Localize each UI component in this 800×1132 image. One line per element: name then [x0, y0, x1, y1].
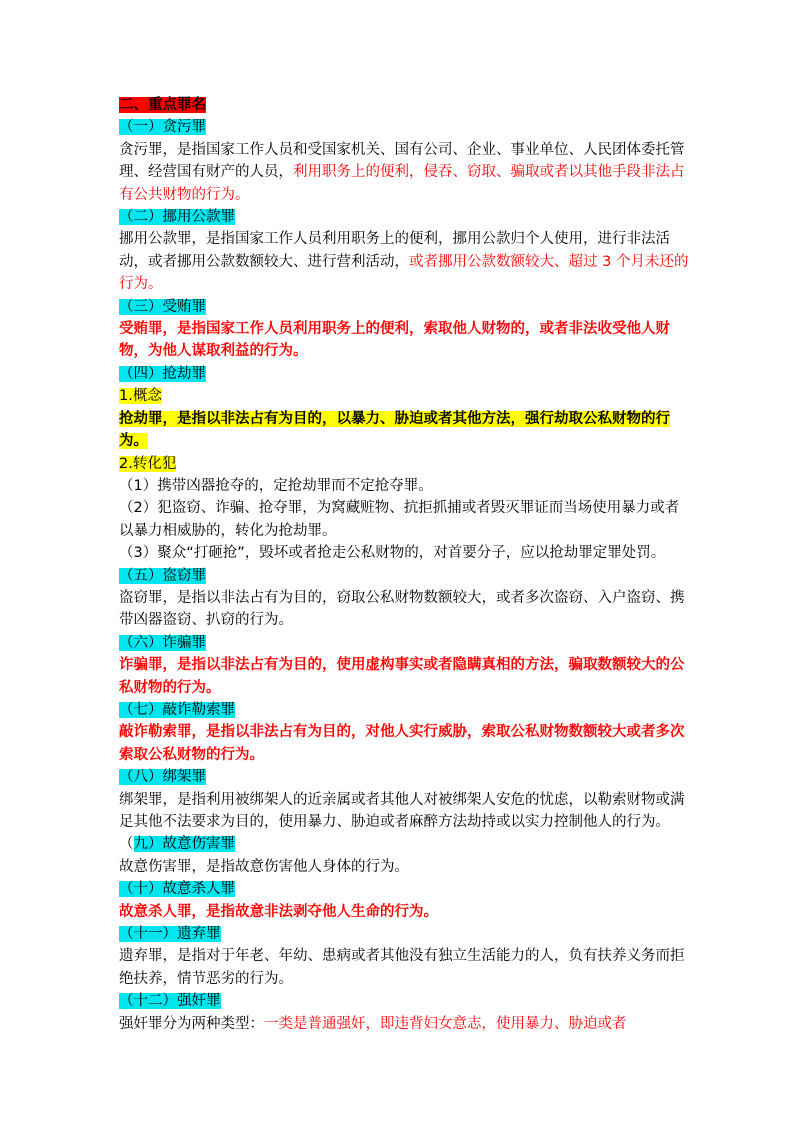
paragraph-robbery-concept [119, 408, 690, 453]
list-item: （1）携带凶器抢夺的，定抢劫罪而不定抢夺罪。 [119, 477, 433, 494]
subheading-line [119, 453, 690, 475]
list-item: （3）聚众“打砸抢”，毁坏或者抢走公私财物的，对首要分子，应以抢劫罪定罪处罚。 [119, 545, 666, 562]
heading-embezzlement: （一）贪污罪 [119, 119, 206, 136]
heading-homicide: （十）故意杀人罪 [119, 881, 235, 898]
heading-abandonment: （十一）遗弃罪 [119, 926, 221, 943]
section-title: 二、重点罪名 [119, 97, 206, 113]
heading-line [119, 699, 690, 721]
paragraph-misappropriation [119, 228, 690, 295]
heading-line [119, 878, 690, 900]
heading-fraud: （六）诈骗罪 [119, 634, 206, 651]
heading-line [119, 116, 690, 138]
heading-line [119, 833, 690, 855]
subheading-concept: 1.概念 [119, 388, 162, 405]
heading-intentional-injury: 九）故意伤害罪 [133, 836, 235, 853]
paragraph-abandonment: 遗弃罪，是指对于年老、年幼、患病或者其他没有独立生活能力的人，负有扶养义务而拒绝扶养，情节恶劣的行为。 [119, 948, 685, 987]
subheading-transformation: 2.转化犯 [119, 455, 177, 472]
text-red: 或者挪用公款数额较大、超过 3 个月未还的行为。 [119, 253, 689, 293]
heading-line [119, 363, 690, 385]
heading-misappropriation: （二）挪用公款罪 [119, 209, 235, 226]
paragraph-theft: 盗窃罪，是指以非法占有为目的，窃取公私财物数额较大，或者多次盗窃、入户盗窃、携带凶器盗窃、扒窃的行为。 [119, 589, 685, 629]
heading-line [119, 632, 690, 654]
subheading-line [119, 385, 690, 407]
text-black: 强奸罪分为两种类型： [119, 1015, 264, 1032]
paragraph-rape [119, 1013, 690, 1035]
section-title-line [119, 94, 690, 116]
heading-line [119, 990, 690, 1012]
paragraph-kidnapping: 绑架罪，是指利用被绑架人的近亲属或者其他人对被绑架人安危的忧虑，以勒索财物或满足其他不法要求为目的，使用暴力、胁迫或者麻醉方法劫持或以实力控制他人的行为。 [119, 791, 685, 830]
heading-rape: （十二）强奸罪 [119, 993, 221, 1010]
list-item: （2）犯盗窃、诈骗、抢夺罪，为窝藏赃物、抗拒抓捕或者毁灭罪证而当场使用暴力或者以暴力相威胁的，转化为抢劫罪。 [119, 500, 680, 539]
heading-kidnapping: （八）绑架罪 [119, 769, 206, 786]
heading-line [119, 296, 690, 318]
text-red: 一类是普通强奸，即违背妇女意志，使用暴力、胁迫或者 [264, 1015, 627, 1032]
heading-line [119, 766, 690, 788]
paragraph-extortion: 敲诈勒索罪，是指以非法占有为目的，对他人实行威胁，索取公私财物数额较大或者多次索取公私财物的行为。 [119, 724, 685, 763]
heading-robbery: （四）抢劫罪 [119, 365, 206, 382]
text-red: 利用职务上的便利，侵吞、窃取、骗取或者以其他手段非法占有公共财物的行为。 [119, 164, 685, 203]
text-black: 贪污罪，是指国家工作人员和受国家机关、国有公司、企业、事业单位、人民团体委托管理、经营国有财产的人员， [119, 141, 685, 181]
heading-theft: （五）盗窃罪 [119, 567, 206, 584]
heading-line [119, 206, 690, 228]
text-black: 挪用公款罪，是指国家工作人员利用职务上的便利，挪用公款归个人使用，进行非法活动，或者挪用公款数额较大、进行营利活动， [119, 231, 670, 270]
heading-line [119, 923, 690, 945]
heading-extortion: （七）敲诈勒索罪 [119, 701, 235, 718]
paragraph-homicide: 故意杀人罪，是指故意非法剥夺他人生命的行为。 [119, 903, 438, 920]
paragraph-bribery: 受贿罪，是指国家工作人员利用职务上的便利，索取他人财物的，或者非法收受他人财物，为他人谋取利益的行为。 [119, 321, 670, 360]
heading-line [119, 565, 690, 587]
heading-paren: （ [119, 836, 134, 853]
text-highlighted: 抢劫罪，是指以非法占有为目的，以暴力、胁迫或者其他方法，强行劫取公私财物的行为。 [119, 410, 670, 450]
paragraph-intentional-injury: 故意伤害罪，是指故意伤害他人身体的行为。 [119, 858, 409, 875]
paragraph-embezzlement [119, 139, 690, 206]
heading-bribery: （三）受贿罪 [119, 298, 206, 315]
paragraph-fraud: 诈骗罪，是指以非法占有为目的，使用虚构事实或者隐瞒真相的方法，骗取数额较大的公私财物的行为。 [119, 657, 685, 696]
